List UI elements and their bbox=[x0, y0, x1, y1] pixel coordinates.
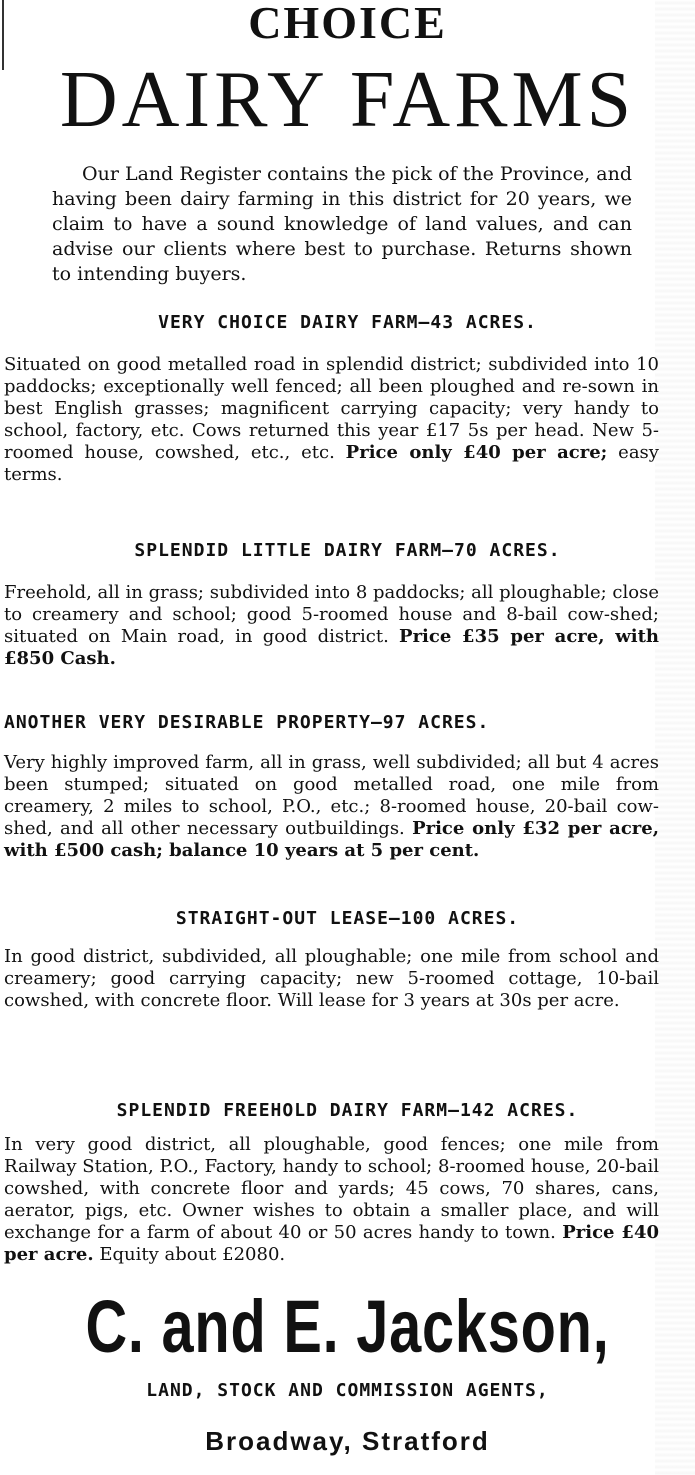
listing-heading-97-acres: ANOTHER VERY DESIRABLE PROPERTY—97 ACRES. bbox=[4, 712, 490, 733]
listing-heading-142-acres: SPLENDID FREEHOLD DAIRY FARM—142 ACRES. bbox=[116, 1100, 579, 1121]
intro-paragraph: Our Land Register contains the pick of the Province, and having been dairy farming in this district for 20 years, we claim to have a sound knowledge of land values, and can advise our clients where best to purchase. Returns shown to intending buyers. bbox=[52, 163, 632, 285]
firm-description: LAND, STOCK AND COMMISSION AGENTS, bbox=[146, 1380, 549, 1401]
listing-text-43-acres: Situated on good metalled road in splendid district; subdivided into 10 paddocks; exceptionally well fenced; all been ploughed and re-sown in best English grasses; magnificent carrying capacity; very handy to school, factory, etc. Cows returned this year £17 5s per head. New 5-roomed house, cowshed, etc., etc. Price only £40 per acre; easy terms. bbox=[4, 354, 659, 485]
listing-text-97-acres: Very highly improved farm, all in grass, well subdivided; all but 4 acres been stumped; situated on good metalled road, one mile from creamery, 2 miles to school, P.O., etc.; 8-roomed house, 20-bail cow-shed, and all other necessary outbuildings. Price only £32 per acre, with £500 cash; balance 10 years at 5 per cent. bbox=[4, 752, 659, 861]
firm-address: Broadway, Stratford bbox=[205, 1426, 490, 1456]
listing-heading-100-acres: STRAIGHT-OUT LEASE—100 ACRES. bbox=[175, 908, 520, 929]
listing-price: Price only £40 per acre; bbox=[345, 442, 608, 463]
firm-name: C. and E. Jackson, bbox=[85, 1285, 610, 1368]
listing-text-142-acres: In very good district, all ploughable, good fences; one mile from Railway Station, P.O., Factory, handy to school; 8-roomed house, 20-bail cowshed, with concrete floor and yards; 45 cows, 70 shares, cans, aerator, pigs, etc. Owner wishes to obtain a smaller place, and will exchange for a farm of about 40 or 50 acres handy to town. Price £40 per acre. Equity about £2080. bbox=[4, 1134, 659, 1265]
headline-dairy-farms: DAIRY FARMS bbox=[59, 56, 636, 144]
listing-text-100-acres: In good district, subdivided, all ploughable; one mile from school and creamery; good carrying capacity; new 5-roomed cottage, 10-bail cowshed, with concrete floor. Will lease for 3 years at 30s per acre. bbox=[4, 946, 659, 1011]
page-edge-noise bbox=[655, 0, 695, 1475]
listing-price: Price only £32 per acre, with £500 cash; balance 10 years at 5 per cent. bbox=[4, 818, 659, 861]
listing-heading-70-acres: SPLENDID LITTLE DAIRY FARM—70 ACRES. bbox=[134, 540, 561, 561]
listing-heading-43-acres: VERY CHOICE DAIRY FARM—43 ACRES. bbox=[158, 312, 537, 333]
headline-choice: CHOICE bbox=[248, 0, 447, 48]
listing-text-70-acres: Freehold, all in grass; subdivided into 8 paddocks; all ploughable; close to creamery and school; good 5-roomed house and 8-bail cow-shed; situated on Main road, in good district. Price £35 per acre, with £850 Cash. bbox=[4, 582, 659, 669]
listing-price: Price £35 per acre, with £850 Cash. bbox=[4, 626, 659, 669]
listing-price: Price £40 per acre. bbox=[4, 1222, 659, 1265]
